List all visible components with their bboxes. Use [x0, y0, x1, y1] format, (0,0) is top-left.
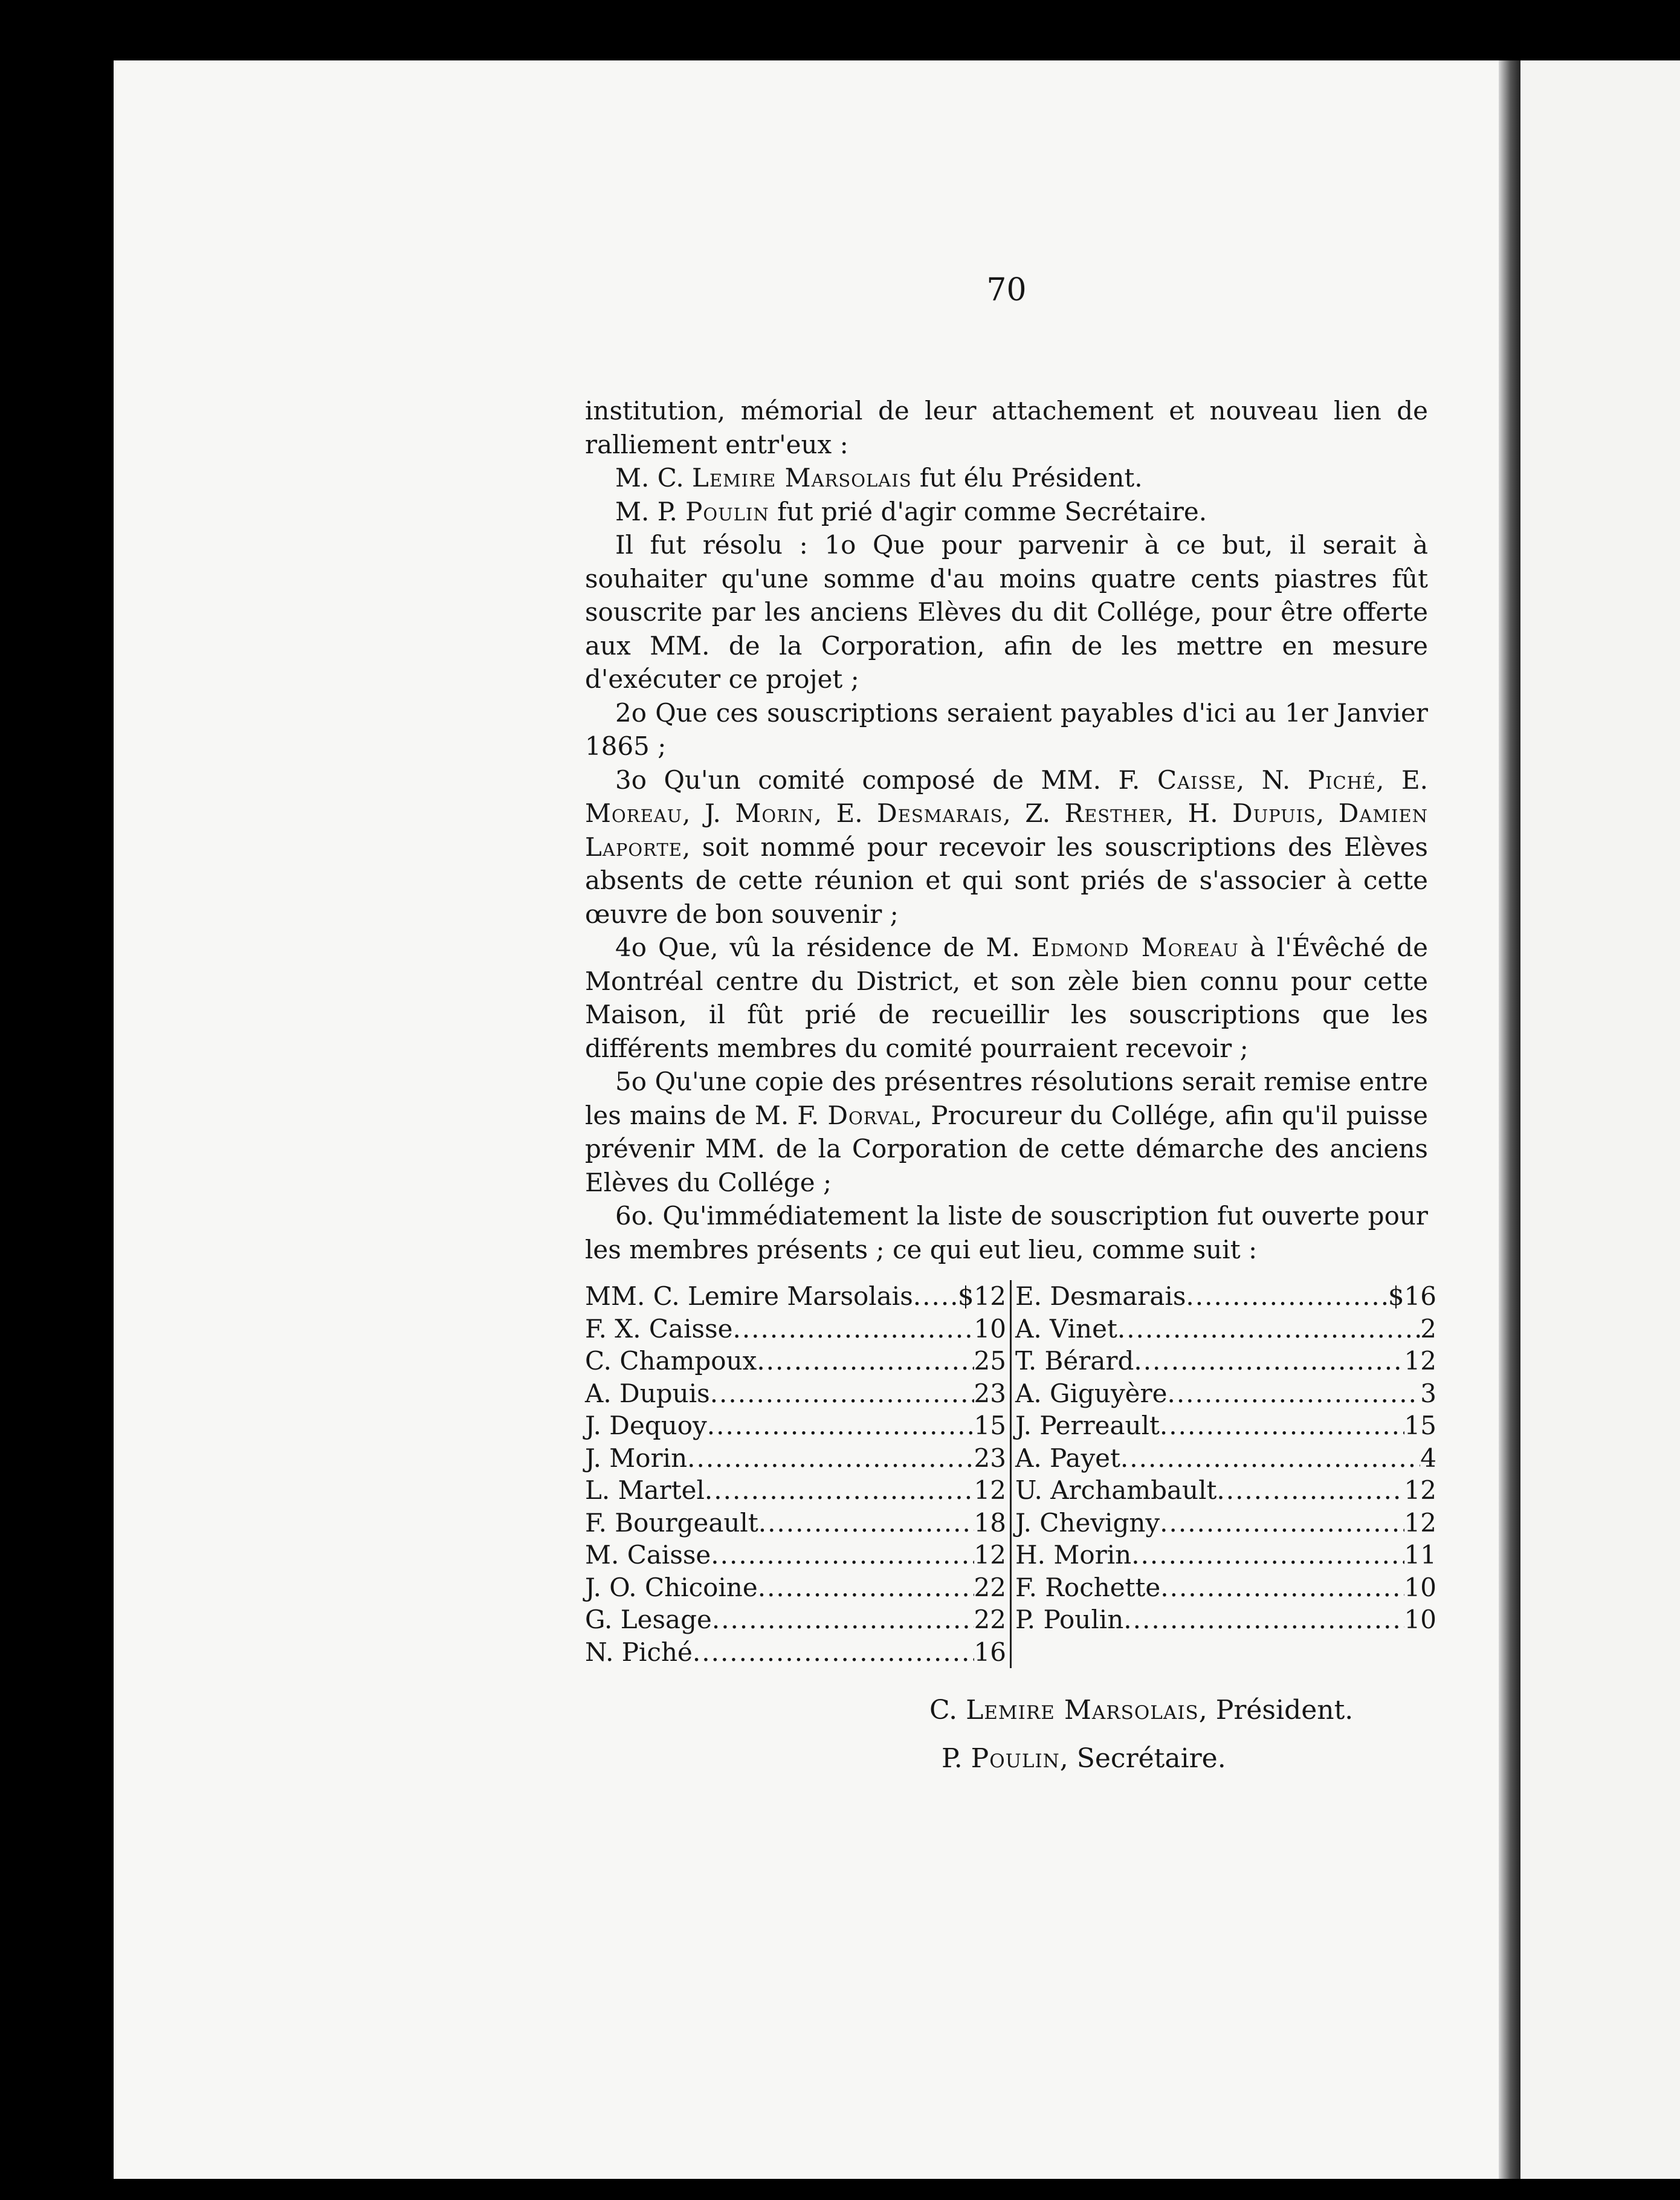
subscriber-name: G. Lesage [585, 1605, 712, 1634]
paragraph [585, 1199, 1428, 1266]
subscriber-name: J. Morin [585, 1443, 688, 1473]
dot-leader [705, 1474, 974, 1507]
text-segment: 4o Que, vû la résidence de M. [615, 933, 1032, 962]
subscription-entry [585, 1571, 1006, 1604]
signature-secretary [585, 1735, 1428, 1783]
subscription-entry [1015, 1507, 1436, 1539]
dot-leader [1123, 1603, 1404, 1636]
subscription-column-left [585, 1280, 1012, 1668]
dot-leader [693, 1636, 974, 1669]
dot-leader [1160, 1507, 1404, 1539]
subscriber-name: J. Perreault [1015, 1411, 1160, 1440]
person-name: Morin [735, 798, 814, 828]
subscription-amount: 4 [1420, 1443, 1436, 1473]
subscription-entry [585, 1313, 1006, 1345]
text-segment: institution, mémorial de leur attachement et nouveau lien de ralliement entr'eux : [585, 396, 1428, 459]
text-segment: , soit nommé pour recevoir les souscriptions des Elèves absents de cette réunion et qui sont priés de s'associer à cette œuvre de bon souvenir ; [585, 832, 1428, 929]
dot-leader [1160, 1409, 1404, 1442]
person-name: Damien Laporte [585, 798, 1429, 862]
paragraph [585, 763, 1428, 931]
subscriber-name: F. X. Caisse [585, 1313, 733, 1344]
subscriber-name: T. Bérard [1015, 1346, 1134, 1376]
person-name: Piché [1307, 765, 1377, 795]
subscriber-name: A. Payet [1015, 1443, 1120, 1473]
text-segment: , [1316, 798, 1339, 828]
subscription-amount: 12 [974, 1475, 1006, 1505]
subscription-column-right [1012, 1280, 1436, 1668]
subscription-entry [1015, 1280, 1436, 1313]
dot-leader [1131, 1539, 1404, 1571]
subscription-amount: 12 [1404, 1507, 1436, 1538]
subscription-entry [585, 1474, 1006, 1507]
subscriber-name: J. Dequoy [585, 1411, 707, 1440]
subscription-entry [1015, 1603, 1436, 1636]
text-segment: fut prié d'agir comme Secrétaire. [769, 496, 1207, 526]
dot-leader [1160, 1571, 1404, 1604]
paragraph [585, 931, 1428, 1065]
dot-leader [1134, 1345, 1404, 1377]
dot-leader [913, 1280, 958, 1313]
subscription-entry [585, 1409, 1006, 1442]
text-segment: , E. [1376, 765, 1429, 795]
person-name: Edmond Moreau [1031, 933, 1239, 962]
text-segment: , J. [682, 798, 735, 828]
subscription-amount: 16 [974, 1637, 1006, 1667]
scanned-page [114, 60, 1510, 2179]
dot-leader [758, 1507, 974, 1539]
text-segment: 3o Qu'un comité composé de MM. F. [615, 765, 1157, 795]
page-number: 70 [986, 272, 1027, 308]
subscription-amount: $16 [1388, 1281, 1436, 1311]
book-spine-shadow [1499, 60, 1520, 2179]
text-segment: , Z. [1003, 798, 1065, 828]
subscription-entry [1015, 1442, 1436, 1475]
subscriber-name: N. Piché [585, 1637, 693, 1667]
dot-leader [711, 1539, 974, 1571]
subscription-entry [585, 1539, 1006, 1571]
dot-leader [757, 1345, 974, 1377]
subscription-amount: 22 [974, 1605, 1006, 1634]
text-segment: à l'Évêché de Montréal centre du District, et son zèle bien connu pour cette Maison, il fût prié de recueillir les souscriptions que les différents membres du comité pourraient recevoir ; [585, 933, 1428, 1063]
subscription-amount: $12 [957, 1281, 1006, 1311]
signature-initial: C. [929, 1695, 966, 1726]
paragraph [585, 461, 1428, 495]
dot-leader [687, 1442, 974, 1475]
person-name: Lemire Marsolais [692, 463, 912, 493]
subscription-amount: 15 [1404, 1411, 1436, 1440]
person-name: Dorval [827, 1100, 914, 1130]
paragraph [585, 528, 1428, 696]
subscription-entry [585, 1442, 1006, 1475]
dot-leader [758, 1571, 974, 1604]
text-segment: , E. [813, 798, 877, 828]
subscription-entry [1015, 1345, 1436, 1377]
signature-name: Poulin [971, 1743, 1060, 1774]
subscriber-name: A. Giguyère [1015, 1378, 1168, 1408]
subscriber-name: E. Desmarais [1015, 1281, 1186, 1311]
dot-leader [707, 1409, 974, 1442]
subscription-entry [1015, 1539, 1436, 1571]
text-segment: M. C. [615, 463, 693, 493]
subscription-entry [585, 1507, 1006, 1539]
signature-title: , Président. [1198, 1695, 1354, 1726]
adjacent-page-edge [1520, 60, 1680, 2179]
subscription-entry [1015, 1474, 1436, 1507]
paragraph [585, 394, 1428, 461]
subscription-amount: 23 [974, 1443, 1006, 1473]
dot-leader [1120, 1442, 1420, 1475]
paragraph [585, 1065, 1428, 1199]
subscription-amount: 18 [974, 1507, 1006, 1538]
dot-leader [1117, 1313, 1420, 1345]
signatures [585, 1686, 1428, 1783]
subscriber-name: J. O. Chicoine [585, 1572, 758, 1602]
subscription-entry [585, 1345, 1006, 1377]
subscriber-name: U. Archambault [1015, 1475, 1217, 1505]
person-name: Desmarais [877, 798, 1003, 828]
subscription-amount: 12 [1404, 1346, 1436, 1376]
dot-leader [1167, 1377, 1420, 1410]
dot-leader [710, 1377, 974, 1410]
subscriber-name: A. Dupuis [585, 1378, 710, 1408]
text-segment: Il fut résolu : 1o Que pour parvenir à ce but, il serait à souhaiter qu'une somme d'au moins quatre cents piastres fût souscrite par les anciens Elèves du dit Collége, pour être offerte aux MM. de la Corporation, afin de les mettre en mesure d'exécuter ce projet ; [585, 530, 1428, 694]
subscription-entry [585, 1377, 1006, 1410]
subscriber-name: L. Martel [585, 1475, 705, 1505]
text-segment: fut élu Président. [911, 463, 1143, 493]
subscription-amount: 23 [974, 1378, 1006, 1408]
subscriber-name: A. Vinet [1015, 1313, 1117, 1344]
subscription-entry [1015, 1377, 1436, 1410]
text-segment: , H. [1165, 798, 1233, 828]
resolution-text [585, 394, 1428, 1266]
person-name: Moreau [585, 798, 683, 828]
subscription-amount: 25 [974, 1346, 1006, 1376]
subscriber-name: F. Rochette [1015, 1572, 1161, 1602]
subscriber-name: P. Poulin [1015, 1605, 1124, 1634]
subscription-entry [1015, 1313, 1436, 1345]
text-segment: , Procureur du Collége, afin qu'il puisse prévenir MM. de la Corporation de cette démarche des anciens Elèves du Collége ; [585, 1100, 1428, 1197]
subscription-amount: 10 [1404, 1605, 1436, 1634]
subscription-entry [1015, 1571, 1436, 1604]
paragraph [585, 696, 1428, 763]
subscriber-name: H. Morin [1015, 1540, 1132, 1570]
subscriber-name: M. Caisse [585, 1540, 711, 1570]
signature-name: Lemire Marsolais [966, 1695, 1199, 1726]
text-segment: 2o Que ces souscriptions seraient payables d'ici au 1er Janvier 1865 ; [585, 697, 1428, 761]
dot-leader [732, 1313, 974, 1345]
subscription-entry [585, 1280, 1006, 1313]
person-name: Resther [1064, 798, 1166, 828]
subscription-list [585, 1280, 1436, 1668]
subscriber-name: C. Champoux [585, 1346, 757, 1376]
signature-initial: P. [942, 1743, 971, 1774]
dot-leader [1216, 1474, 1404, 1507]
text-segment: 5o Qu'une copie des présentres résolutions serait remise entre les mains de M. F. [585, 1067, 1428, 1130]
subscription-entry [1015, 1409, 1436, 1442]
text-segment: M. P. [615, 496, 686, 526]
subscriber-name: MM. C. Lemire Marsolais [585, 1281, 913, 1311]
person-name: Poulin [685, 496, 769, 526]
subscription-amount: 11 [1404, 1540, 1436, 1570]
subscription-amount: 2 [1420, 1313, 1436, 1344]
subscription-entry [585, 1636, 1006, 1669]
text-segment: , N. [1236, 765, 1308, 795]
person-name: Dupuis [1232, 798, 1316, 828]
subscription-entry [585, 1603, 1006, 1636]
subscription-amount: 10 [1404, 1572, 1436, 1602]
subscription-amount: 12 [1404, 1475, 1436, 1505]
subscription-amount: 10 [974, 1313, 1006, 1344]
subscriber-name: J. Chevigny [1015, 1507, 1160, 1538]
subscription-amount: 3 [1420, 1378, 1436, 1408]
subscription-amount: 22 [974, 1572, 1006, 1602]
signature-title: , Secrétaire. [1059, 1743, 1226, 1774]
text-segment: 6o. Qu'immédiatement la liste de souscription fut ouverte pour les membres présents ; ce qui eut lieu, comme suit : [585, 1201, 1428, 1264]
subscription-amount: 15 [974, 1411, 1006, 1440]
signature-president [585, 1686, 1428, 1735]
dot-leader [1186, 1280, 1388, 1313]
subscriber-name: F. Bourgeault [585, 1507, 758, 1538]
paragraph [585, 495, 1428, 529]
dot-leader [712, 1603, 974, 1636]
person-name: Caisse [1157, 765, 1236, 795]
subscription-amount: 12 [974, 1540, 1006, 1570]
